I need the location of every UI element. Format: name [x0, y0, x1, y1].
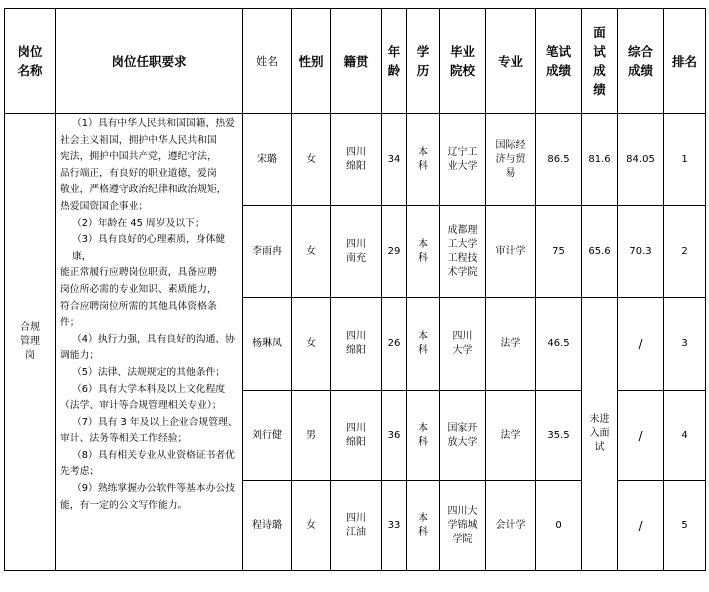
candidate-total-score: / [618, 391, 664, 481]
requirement-line: 审计、法务等相关工作经验； [60, 433, 188, 445]
candidate-gender: 女 [292, 114, 331, 206]
requirement-line: 件； [60, 317, 80, 329]
candidate-major: 审计学 [486, 206, 536, 298]
requirement-line: 能，有一定的公文写作能力。 [60, 499, 188, 511]
candidate-name: 刘行健 [243, 391, 292, 481]
candidate-rank: 4 [664, 391, 706, 481]
candidate-major: 国际经 济与贸 易 [486, 114, 536, 206]
requirement-line: 社会主义祖国，拥护中华人民共和国 [60, 134, 217, 146]
header-age: 年 龄 [382, 9, 407, 114]
candidate-school: 辽宁工 业大学 [440, 114, 486, 206]
header-written-score: 笔试 成绩 [536, 9, 582, 114]
header-major: 专业 [486, 9, 536, 114]
candidate-origin: 四川 绵阳 [331, 391, 382, 481]
candidate-origin: 四川 南充 [331, 206, 382, 298]
header-row [5, 9, 706, 114]
recruitment-results-table [4, 8, 706, 571]
requirement-line: 调能力； [60, 350, 100, 362]
candidate-written-score: 86.5 [536, 114, 582, 206]
requirement-line: （5）法律、法规规定的其他条件； [72, 366, 226, 378]
requirement-line: 宪法，拥护中国共产党，遵纪守法， [60, 151, 217, 163]
candidate-rank: 5 [664, 481, 706, 571]
candidate-rank: 1 [664, 114, 706, 206]
candidate-written-score: 35.5 [536, 391, 582, 481]
header-rank: 排名 [664, 9, 706, 114]
candidate-rank: 3 [664, 298, 706, 391]
requirement-line: （9）熟练掌握办公软件等基本办公技 [72, 483, 235, 495]
requirement-line: 岗位所必需的专业知识、素质能力， [60, 283, 217, 295]
candidate-written-score: 46.5 [536, 298, 582, 391]
candidate-gender: 女 [292, 481, 331, 571]
candidate-interview-score: 81.6 [582, 114, 618, 206]
candidate-gender: 男 [292, 391, 331, 481]
requirement-line: （法学、审计等合规管理相关专业）； [60, 400, 222, 412]
requirement-line: （8）具有相关专业从业资格证书者优 [72, 449, 235, 461]
candidate-gender: 女 [292, 206, 331, 298]
requirement-line: （1）具有中华人民共和国国籍，热爱 [72, 118, 235, 129]
candidate-name: 李雨冉 [243, 206, 292, 298]
header-post-name: 岗位 名称 [5, 9, 56, 114]
results-table-wrapper [4, 8, 706, 571]
candidate-name: 杨琳凤 [243, 298, 292, 391]
requirement-line: （6）具有大学本科及以上文化程度 [72, 383, 226, 395]
candidate-education: 本 科 [407, 206, 440, 298]
requirement-line: 符合应聘岗位所需的其他具体资格条 [60, 300, 217, 312]
candidate-origin: 四川 绵阳 [331, 114, 382, 206]
candidate-interview-score: 65.6 [582, 206, 618, 298]
requirement-line: 热爱国资国企事业； [60, 200, 149, 212]
candidate-age: 34 [382, 114, 407, 206]
header-school: 毕业 院校 [440, 9, 486, 114]
candidate-education: 本 科 [407, 481, 440, 571]
candidate-written-score: 0 [536, 481, 582, 571]
candidate-major: 会计学 [486, 481, 536, 571]
requirements-cell [56, 114, 243, 571]
candidate-school: 四川大 学锦城 学院 [440, 481, 486, 571]
requirement-line: （4）执行力强，具有良好的沟通、协 [72, 333, 235, 345]
candidate-written-score: 75 [536, 206, 582, 298]
candidate-total-score: 70.3 [618, 206, 664, 298]
header-gender: 性别 [292, 9, 331, 114]
candidate-name: 程诗璐 [243, 481, 292, 571]
candidate-gender: 女 [292, 298, 331, 391]
candidate-age: 26 [382, 298, 407, 391]
candidate-age: 33 [382, 481, 407, 571]
candidate-major: 法学 [486, 298, 536, 391]
table-row [5, 114, 706, 206]
candidate-education: 本 科 [407, 298, 440, 391]
candidate-origin: 四川 江油 [331, 481, 382, 571]
requirement-line: （3）具有良好的心理素质，身体健康， [72, 234, 226, 262]
candidate-origin: 四川 绵阳 [331, 298, 382, 391]
candidate-name: 宋璐 [243, 114, 292, 206]
requirement-line: 敬业，严格遵守政治纪律和政治规矩， [60, 184, 227, 196]
header-interview-score: 面 试 成 绩 [582, 9, 618, 114]
candidate-education: 本 科 [407, 114, 440, 206]
requirement-line: 品行端正，有良好的职业道德，爱岗 [60, 167, 217, 179]
candidate-age: 29 [382, 206, 407, 298]
requirement-line: 先考虑； [60, 466, 100, 478]
candidate-total-score: / [618, 481, 664, 571]
header-education: 学 历 [407, 9, 440, 114]
header-name: 姓名 [243, 9, 292, 114]
candidate-age: 36 [382, 391, 407, 481]
candidate-school: 四川 大学 [440, 298, 486, 391]
requirement-line: （7）具有 3 年及以上企业合规管理、 [72, 416, 238, 428]
header-requirements: 岗位任职要求 [56, 9, 243, 114]
header-origin: 籍贯 [331, 9, 382, 114]
post-name-cell: 合规 管理 岗 [5, 114, 56, 571]
candidate-major: 法学 [486, 391, 536, 481]
requirement-line: 能正常履行应聘岗位职责，具备应聘 [60, 267, 217, 279]
candidate-school: 成都理 工大学 工程技 术学院 [440, 206, 486, 298]
candidate-rank: 2 [664, 206, 706, 298]
not-interviewed-cell: 未进 入面 试 [582, 298, 618, 571]
requirement-line: （2）年龄在 45 周岁及以下； [72, 217, 205, 229]
candidate-total-score: 84.05 [618, 114, 664, 206]
candidate-school: 国家开 放大学 [440, 391, 486, 481]
header-total-score: 综合 成绩 [618, 9, 664, 114]
candidate-total-score: / [618, 298, 664, 391]
candidate-education: 本 科 [407, 391, 440, 481]
